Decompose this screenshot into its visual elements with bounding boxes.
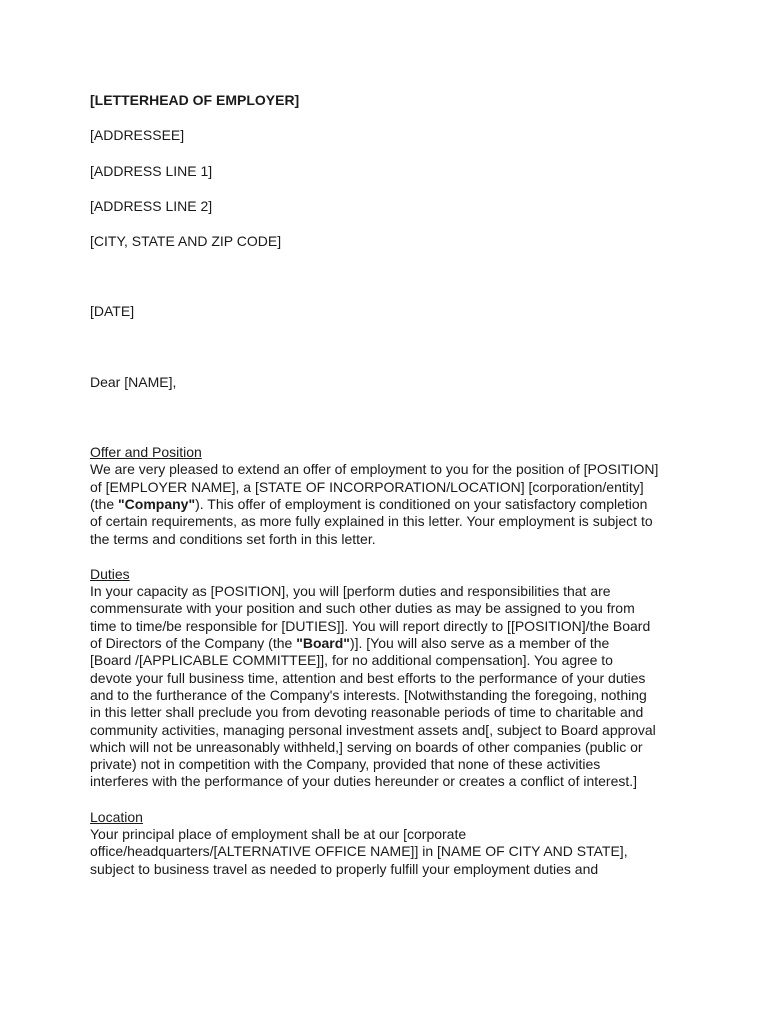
paragraph-location bbox=[90, 826, 690, 878]
location-line-3: subject to business travel as needed to properly fulfill your employment duties and bbox=[90, 860, 599, 877]
duties-line-1: In your capacity as [POSITION], you will [perform duties and responsibilities that are bbox=[90, 583, 611, 600]
duties-line-4-end: )]. [You will also serve as a member of the bbox=[349, 635, 610, 652]
duties-line-6: devote your full business time, attention and best efforts to the performance of your duties bbox=[90, 669, 646, 686]
letter-page bbox=[90, 92, 690, 878]
offer-line-4: of certain requirements, as more fully explained in this letter. Your employment is subject to bbox=[90, 513, 653, 530]
address-line-2: [ADDRESS LINE 2] bbox=[90, 197, 213, 214]
company-term: "Company" bbox=[118, 495, 196, 512]
offer-line-3-end: ). This offer of employment is conditioned on your satisfactory completion bbox=[195, 495, 648, 512]
offer-line-1: We are very pleased to extend an offer of employment to you for the position of [POSITION] bbox=[90, 461, 659, 478]
duties-line-11: private) not in competition with the Company, provided that none of these activities bbox=[90, 756, 601, 773]
offer-line-3-start: (the bbox=[90, 495, 119, 512]
heading-offer: Offer and Position bbox=[90, 444, 202, 461]
paragraph-offer bbox=[90, 461, 690, 547]
addressee: [ADDRESSEE] bbox=[90, 127, 185, 144]
duties-line-9: community activities, managing personal investment assets and[, subject to Board approval bbox=[90, 721, 656, 738]
offer-line-5: the terms and conditions set forth in this letter. bbox=[90, 530, 376, 547]
heading-duties: Duties bbox=[90, 565, 130, 582]
duties-line-8: in this letter shall preclude you from devoting reasonable periods of time to charitable and bbox=[90, 704, 644, 721]
board-term: "Board" bbox=[296, 635, 350, 652]
duties-line-7: and to the furtherance of the Company's interests. [Notwithstanding the foregoing, nothing bbox=[90, 686, 647, 703]
letter-date: [DATE] bbox=[90, 303, 135, 320]
duties-line-12: interferes with the performance of your duties hereunder or creates a conflict of interest.] bbox=[90, 773, 638, 790]
address-city: [CITY, STATE AND ZIP CODE] bbox=[90, 233, 282, 250]
duties-line-2: commensurate with your position and such other duties as may be assigned to you from bbox=[90, 600, 635, 617]
duties-line-10: which will not be unreasonably withheld,] serving on boards of other companies (public or bbox=[90, 738, 643, 755]
paragraph-duties bbox=[90, 583, 690, 791]
offer-line-3 bbox=[90, 496, 690, 513]
location-line-1: Your principal place of employment shall be at our [corporate bbox=[90, 826, 467, 843]
duties-line-4-start: of Directors of the Company (the bbox=[90, 635, 297, 652]
salutation: Dear [NAME], bbox=[90, 373, 177, 390]
offer-line-2: of [EMPLOYER NAME], a [STATE OF INCORPORATION/LOCATION] [corporation/entity] bbox=[90, 478, 644, 495]
duties-line-5: [Board /[APPLICABLE COMMITTEE]], for no additional compensation]. You agree to bbox=[90, 652, 613, 669]
heading-location: Location bbox=[90, 808, 143, 825]
letterhead: [LETTERHEAD OF EMPLOYER] bbox=[90, 92, 300, 108]
location-line-2: office/headquarters/[ALTERNATIVE OFFICE NAME]] in [NAME OF CITY AND STATE], bbox=[90, 843, 628, 860]
duties-line-3: time to time/be responsible for [DUTIES]]. You will report directly to [[POSITION]/the Board bbox=[90, 617, 651, 634]
address-line-1: [ADDRESS LINE 1] bbox=[90, 162, 213, 179]
duties-line-4 bbox=[90, 635, 690, 652]
